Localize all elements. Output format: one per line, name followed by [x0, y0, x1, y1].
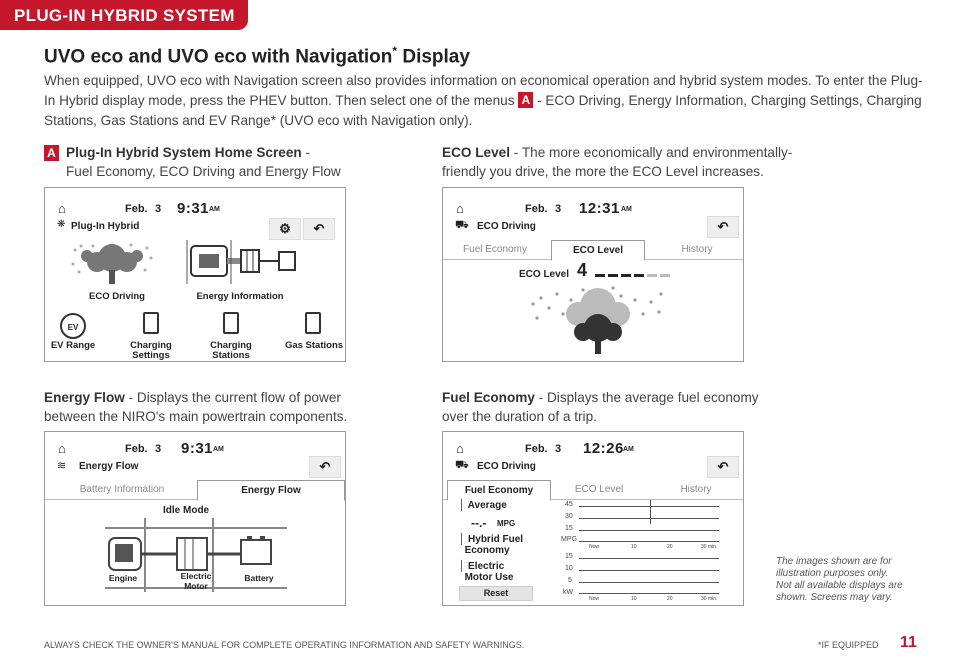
home-icon[interactable]: ⌂ — [456, 441, 464, 456]
section-header-tab — [0, 0, 248, 30]
back-icon[interactable]: ↶ — [707, 216, 739, 238]
fuel-economy-screen: ⌂ Feb. 3 12:26 AM ⛟ ECO Driving ↶ Fuel Economy ECO Level History │ Average --.- MPG │ Hybrid Fuel Economy │ Electric Motor Use Reset 45 30 15 MPG Now 10 20 30 min. 15 10 5 kW Now 10 20 30 min. — [442, 431, 744, 606]
home-icon[interactable]: ⌂ — [58, 441, 66, 456]
engine-label: Engine — [108, 573, 138, 583]
callout-badge: A — [518, 92, 533, 108]
eco-tree-icon[interactable] — [67, 240, 157, 288]
home-screen: ⌂ Feb. 3 9:31 AM ❋ Plug-In Hybrid ⚙ ↶ ECO Driving Energy Information EV EV Range Charging Settings Charging Stations Gas Stations — [44, 187, 346, 362]
page-title: UVO eco and UVO eco with Navigation* Display — [44, 44, 470, 68]
home-icon[interactable]: ⌂ — [456, 201, 464, 216]
back-icon[interactable]: ↶ — [707, 456, 739, 478]
tab-eco-level[interactable]: ECO Level — [551, 240, 645, 261]
grid-line — [579, 593, 719, 594]
eco-level-segment — [647, 274, 657, 277]
eco-level-value: 4 — [577, 260, 588, 280]
charging-settings-label[interactable]: Charging Settings — [130, 340, 172, 361]
electric-motor-use-label: │ Electric Motor Use — [459, 561, 514, 583]
back-icon[interactable]: ↶ — [309, 456, 341, 478]
page-number: 11 — [900, 634, 917, 651]
tab-fuel-economy[interactable]: Fuel Economy — [447, 480, 551, 501]
eco-level-segment — [595, 274, 605, 277]
settings-gear-icon[interactable]: ⚙ — [269, 218, 301, 240]
if-equipped-note: *IF EQUIPPED — [818, 640, 879, 650]
eco-tree-icon — [523, 284, 673, 358]
eco-level-caption: ECO Level - The more economically and environmentally-friendly you drive, the more the ECO Level increases. — [442, 145, 793, 179]
battery-label: Battery — [244, 573, 274, 583]
plug-icon: ❋ — [57, 219, 66, 230]
motor-label: Electric Motor — [180, 571, 212, 591]
energy-flow-caption: Energy Flow - Displays the current flow of power between the NIRO's main powertrain components. — [44, 390, 348, 424]
gas-station-icon[interactable] — [305, 312, 321, 334]
eco-level-screen: ⌂ Feb. 3 12:31 AM ⛟ ECO Driving ↶ Fuel Economy ECO Level History ECO Level 4 — [442, 187, 744, 362]
eco-level-segment — [608, 274, 618, 277]
hybrid-fuel-economy-label: │ Hybrid Fuel Economy — [459, 534, 524, 556]
safety-warning: ALWAYS CHECK THE OWNER'S MANUAL FOR COMPLETE OPERATING INFORMATION AND SAFETY WARNINGS. — [44, 640, 525, 650]
fuel-economy-caption: Fuel Economy - Displays the average fuel economy over the duration of a trip. — [442, 390, 759, 424]
grid-line — [579, 530, 719, 531]
illustration-note: The images shown are for illustration purposes only. Not all available displays are shown. Screens may vary. — [776, 556, 903, 603]
mpg-unit: MPG — [497, 519, 516, 528]
grid-line — [579, 582, 719, 583]
grid-line — [579, 506, 719, 507]
intro-paragraph: When equipped, UVO eco with Navigation screen also provides information on economical operation and hybrid system modes. To enter the Plug-In Hybrid display mode, press the PHEV button. Then select one of the menus A - ECO Driving, Energy Information, Charging Settings, Charging Stations, Gas Stations and EV Range* (UVO eco with Navigation only). — [44, 73, 923, 128]
tab-fuel-economy[interactable]: Fuel Economy — [463, 244, 527, 255]
average-mpg-value: --.- — [471, 516, 487, 530]
car-icon: ⛟ — [455, 219, 469, 231]
back-icon[interactable]: ↶ — [303, 218, 335, 240]
tab-energy-flow[interactable]: Energy Flow — [197, 480, 345, 501]
grid-marker — [650, 500, 651, 524]
grid-line — [579, 558, 719, 559]
fuel-tabs — [443, 480, 743, 500]
home-icon[interactable]: ⌂ — [58, 201, 66, 216]
section-header-label: PLUG-IN HYBRID SYSTEM — [14, 6, 235, 25]
eco-tabs — [443, 240, 743, 260]
tab-battery-information[interactable]: Battery Information — [79, 484, 165, 495]
average-label: │ Average — [459, 500, 507, 511]
eco-level-segment — [634, 274, 644, 277]
tab-history[interactable]: History — [680, 484, 712, 495]
grid-line — [579, 570, 719, 571]
flow-icon: ≋ — [57, 460, 67, 472]
charging-stations-label[interactable]: Charging Stations — [210, 340, 252, 361]
home-screen-caption: A Plug-In Hybrid System Home Screen - Fuel Economy, ECO Driving and Energy Flow — [44, 143, 374, 181]
eco-level-segment — [660, 274, 670, 277]
energy-flow-screen: ⌂ Feb. 3 9:31 AM ≋ Energy Flow ↶ Battery Information Energy Flow Idle Mode Engine Electric Motor Battery — [44, 431, 346, 606]
energy-info-icon[interactable] — [183, 236, 301, 288]
tab-history[interactable]: History — [681, 244, 713, 255]
grid-line — [579, 518, 719, 519]
charging-stations-icon[interactable] — [223, 312, 239, 334]
ev-range-icon[interactable]: EV — [60, 313, 86, 339]
car-icon: ⛟ — [455, 459, 469, 471]
reset-button[interactable]: Reset — [459, 586, 533, 601]
grid-line — [579, 541, 719, 542]
callout-badge: A — [44, 145, 59, 161]
charging-settings-icon[interactable] — [143, 312, 159, 334]
eco-level-segment — [621, 274, 631, 277]
tab-eco-level[interactable]: ECO Level — [574, 484, 624, 495]
flow-tabs — [45, 480, 345, 500]
